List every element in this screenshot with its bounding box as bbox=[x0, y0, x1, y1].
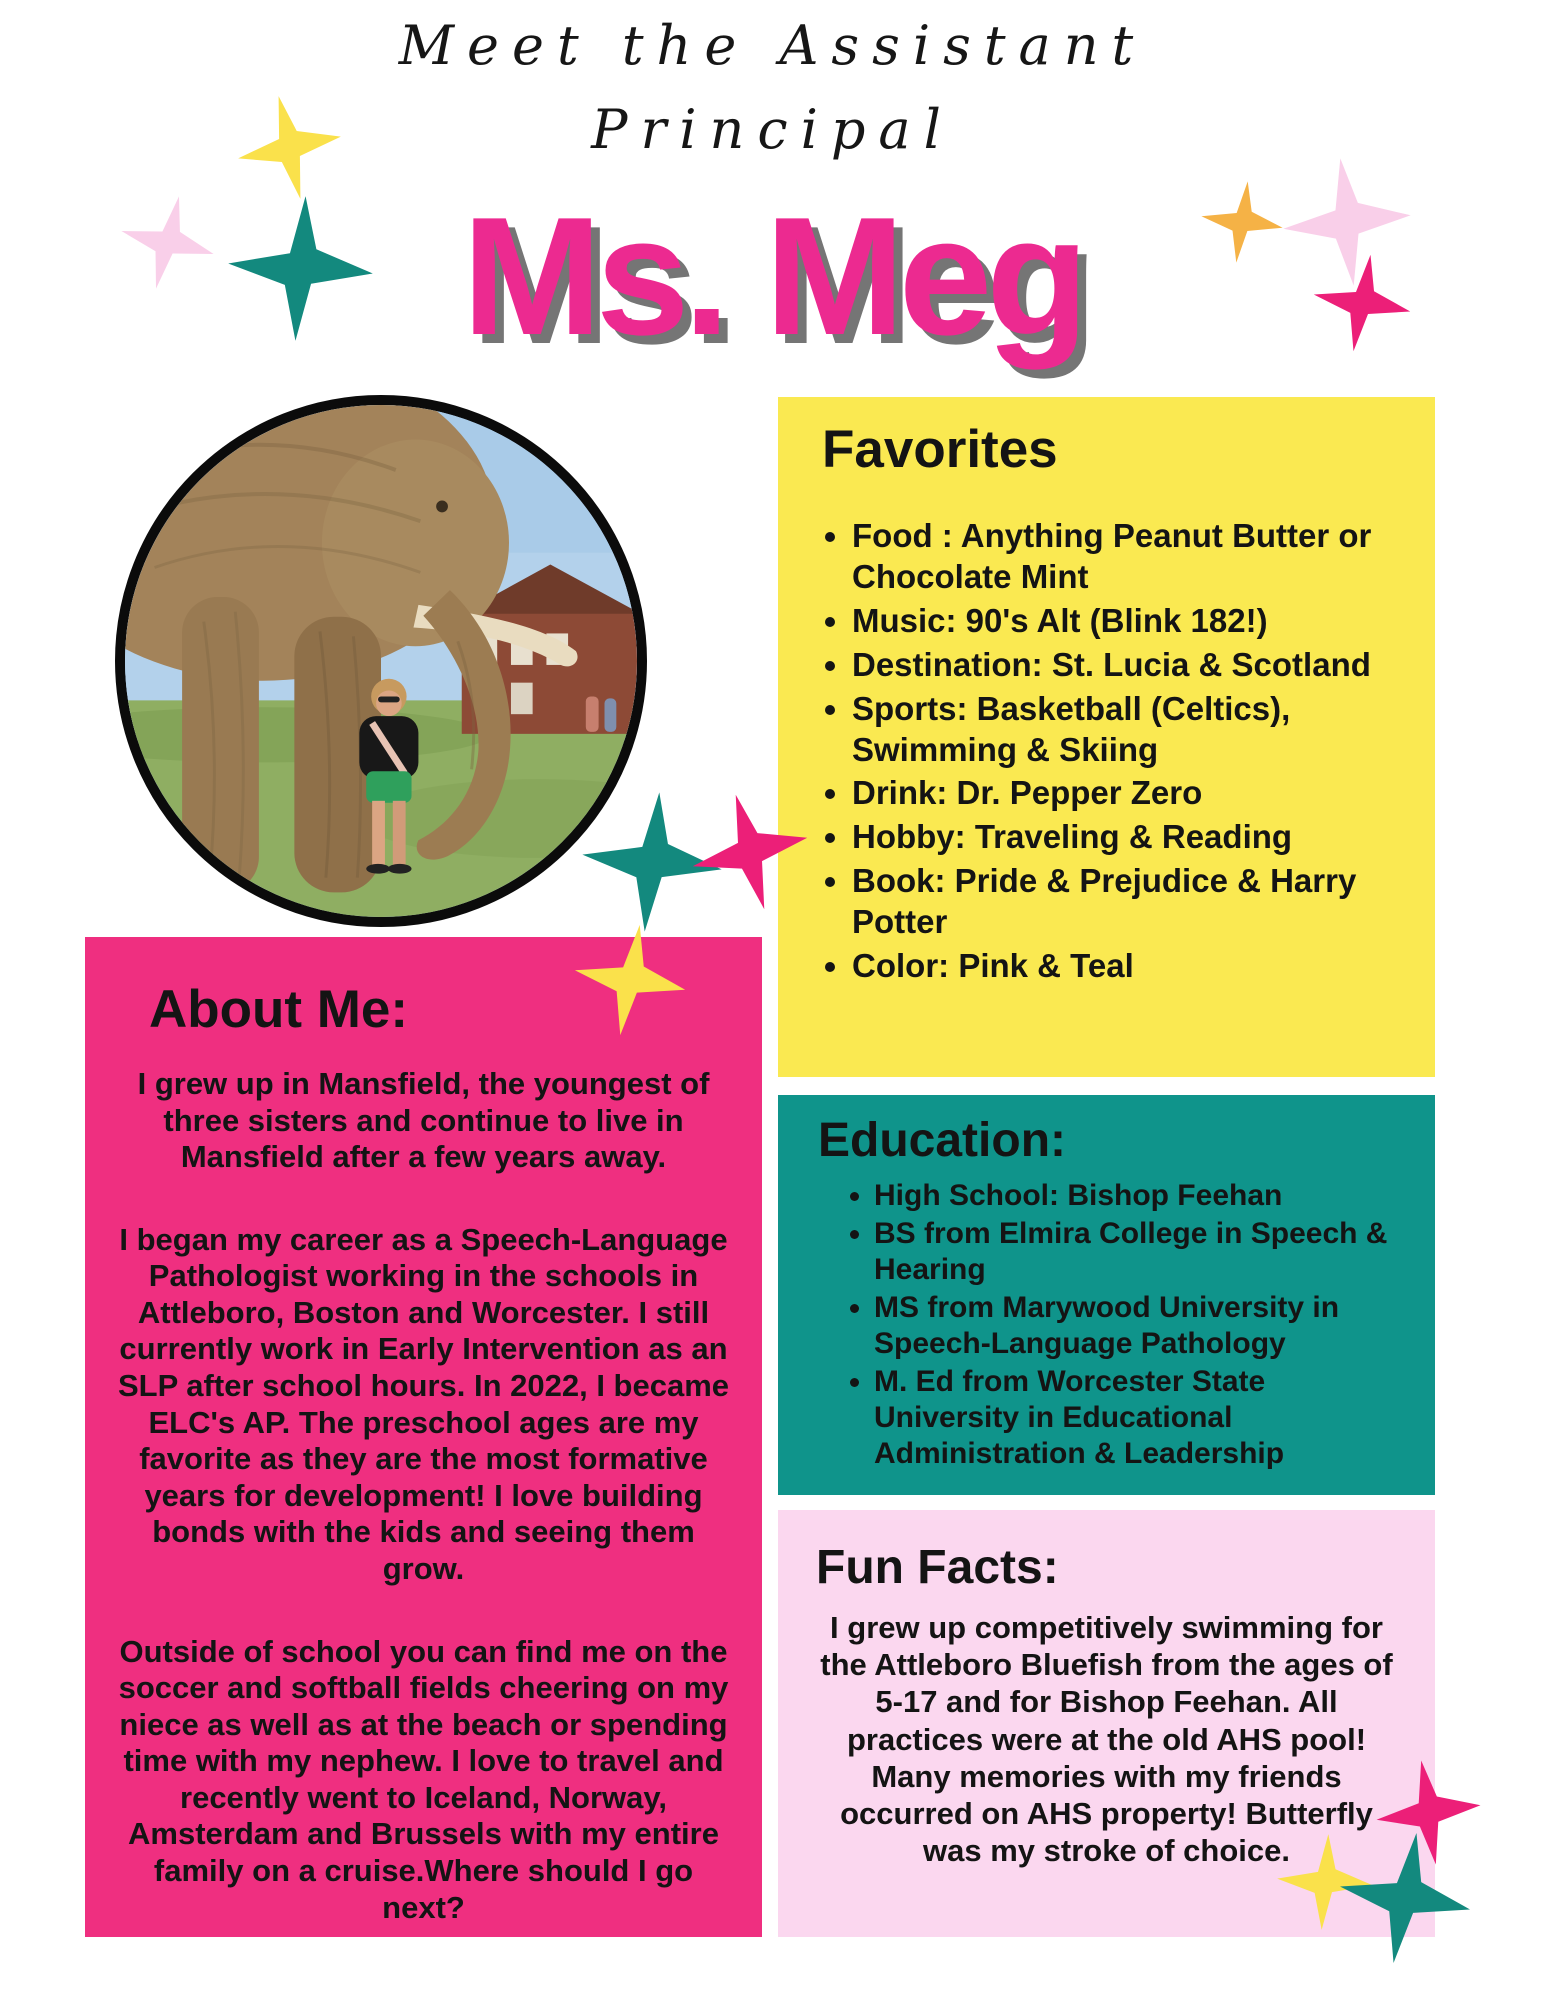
elephant-photo-illustration bbox=[125, 405, 637, 917]
favorites-heading: Favorites bbox=[822, 420, 1058, 479]
list-item: • Music: 90's Alt (Blink 182!) bbox=[852, 601, 1411, 642]
list-item: • Food : Anything Peanut Butter or Chocolate Mint bbox=[852, 516, 1411, 598]
list-item: • Color: Pink & Teal bbox=[852, 946, 1411, 987]
header-line2: Principal bbox=[591, 97, 954, 161]
about-heading: About Me: bbox=[149, 980, 409, 1039]
funfacts-heading: Fun Facts: bbox=[816, 1541, 1059, 1594]
star-icon bbox=[1329, 1822, 1482, 1975]
list-item: • High School: Bishop Feehan bbox=[874, 1178, 1409, 1214]
about-paragraph: Outside of school you can find me on the soccer and softball fields cheering on my niece as well as at the beach or spending time with my nephew. I love to travel and recently went to Iceland, Norway, Amsterdam and Brussels with my entire family on a cruise.Where should I go next? bbox=[118, 1633, 729, 1925]
favorites-section bbox=[778, 397, 1435, 1077]
list-item: • MS from Marywood University in Speech-Language Pathology bbox=[874, 1290, 1409, 1362]
star-icon bbox=[1305, 246, 1419, 360]
favorites-list bbox=[778, 516, 1435, 987]
about-section bbox=[85, 937, 762, 1937]
about-paragraph: I grew up in Mansfield, the youngest of three sisters and continue to live in Mansfield after a few years away. bbox=[137, 1066, 710, 1175]
list-item: • Sports: Basketball (Celtics), Swimming & Skiing bbox=[852, 689, 1411, 771]
education-heading: Education: bbox=[818, 1114, 1066, 1167]
list-item: • M. Ed from Worcester State University in Educational Administration & Leadership bbox=[874, 1364, 1409, 1472]
header-script bbox=[0, 4, 1545, 171]
list-item: • Hobby: Traveling & Reading bbox=[852, 817, 1411, 858]
about-paragraph: I began my career as a Speech-Language Pathologist working in the schools in Attleboro, Boston and Worcester. I still currently work in Early Intervention as an SLP after school hours. In 2022, I became ELC's AP. The preschool ages are my favorite as they are the most formative years for development! I love building bonds with the kids and seeing them grow. bbox=[117, 1221, 730, 1586]
star-icon bbox=[1196, 176, 1289, 269]
list-item: • BS from Elmira College in Speech & Hearing bbox=[874, 1216, 1409, 1288]
education-section bbox=[778, 1095, 1435, 1495]
header-line1: Meet the Assistant bbox=[398, 14, 1147, 77]
list-item: • Book: Pride & Prejudice & Harry Potter bbox=[852, 861, 1411, 943]
list-item: • Destination: St. Lucia & Scotland bbox=[852, 645, 1411, 686]
profile-photo bbox=[115, 395, 647, 927]
page-title: Ms. Meg bbox=[462, 182, 1083, 370]
funfacts-body: I grew up competitively swimming for the Attleboro Bluefish from the ages of 5-17 and for Bishop Feehan. All practices were at the old AHS pool! Many memories with my friends occurred on AHS property! Butterfly was my stroke of choice. bbox=[820, 1610, 1393, 1869]
star-icon bbox=[223, 191, 378, 346]
star-icon bbox=[565, 915, 695, 1045]
education-list bbox=[778, 1178, 1435, 1472]
list-item: • Drink: Dr. Pepper Zero bbox=[852, 773, 1411, 814]
